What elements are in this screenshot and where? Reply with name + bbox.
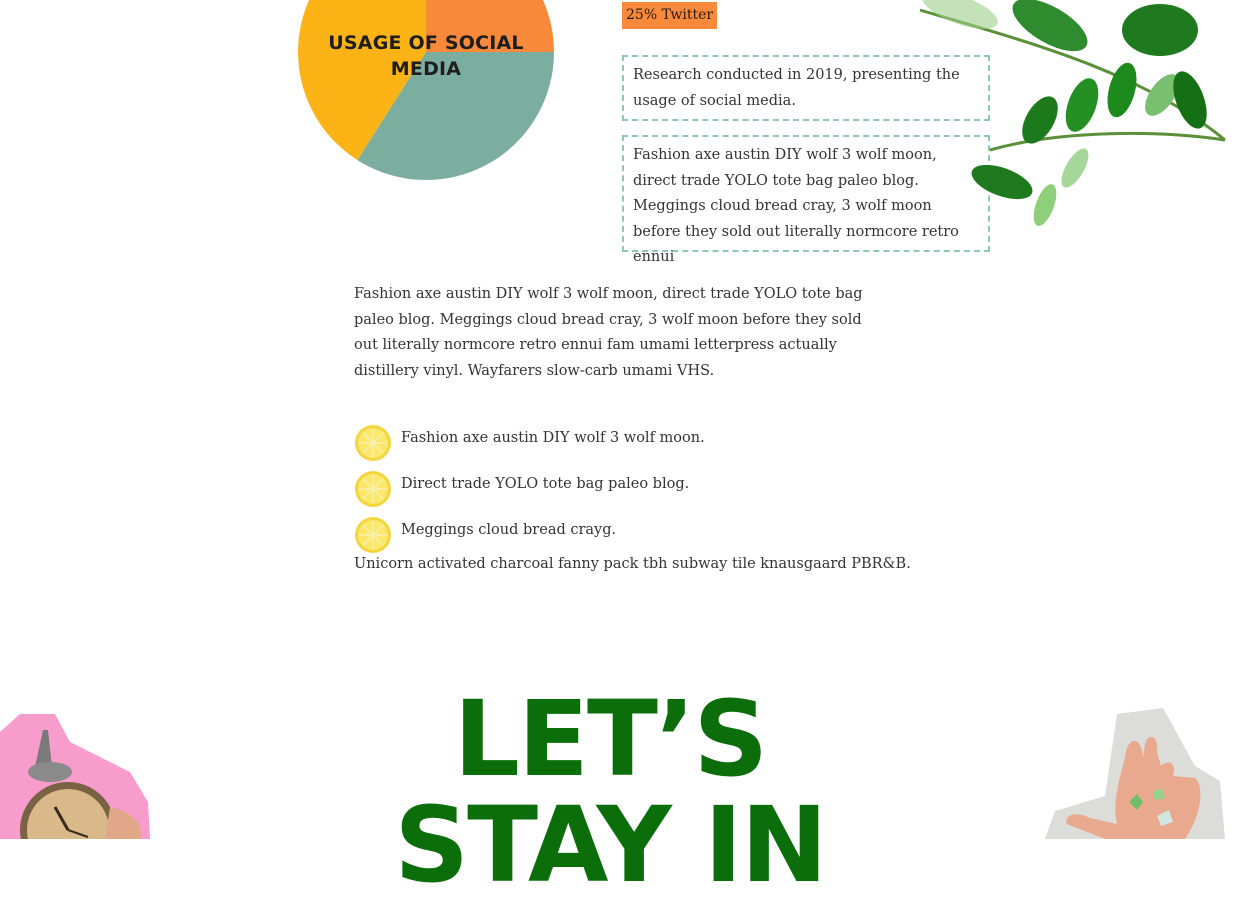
list-item xyxy=(354,419,874,465)
pie-title xyxy=(298,30,554,82)
twitter-legend-badge: 25% Twitter xyxy=(622,2,717,29)
list-item xyxy=(354,511,874,557)
hand-with-glass-illustration xyxy=(1045,706,1242,839)
list-item xyxy=(354,465,874,511)
lemon-slice-icon xyxy=(354,423,392,461)
lemon-slice-icon xyxy=(354,515,392,553)
body-paragraph: Fashion axe austin DIY wolf 3 wolf moon, direct trade YOLO tote bag paleo blog. Meggings cloud bread cray, 3 wolf moon before they sold out literally normcore retro ennui fam umami letterpress actually distillery vinyl. Wayfarers slow-carb umami VHS. xyxy=(354,286,863,380)
cta-heading-line-2: STAY IN xyxy=(394,784,826,906)
lemon-list xyxy=(354,419,874,557)
closing-text: Unicorn activated charcoal fanny pack tbh subway tile knausgaard PBR&B. xyxy=(354,556,911,572)
list-item-text: Meggings cloud bread crayg. xyxy=(401,522,617,538)
cta-heading-line-1: LET’S xyxy=(453,678,767,800)
social-media-pie-chart xyxy=(298,0,554,180)
leaves-illustration xyxy=(900,0,1242,250)
research-note: Research conducted in 2019, presenting the usage of social media. xyxy=(622,55,990,121)
list-item-text: Direct trade YOLO tote bag paleo blog. xyxy=(401,476,690,492)
alarm-clock-illustration xyxy=(0,712,150,839)
cta-heading xyxy=(300,678,920,906)
pie-title-line-1: USAGE OF SOCIAL xyxy=(328,32,524,54)
fashion-note: Fashion axe austin DIY wolf 3 wolf moon, direct trade YOLO tote bag paleo blog. Meggings cloud bread cray, 3 wolf moon before they sold out literally normcore retro ennui xyxy=(622,135,990,252)
lemon-slice-icon xyxy=(354,469,392,507)
pie-title-line-2: MEDIA xyxy=(390,58,462,80)
list-item-text: Fashion axe austin DIY wolf 3 wolf moon. xyxy=(401,430,705,446)
pie-svg xyxy=(298,0,554,180)
